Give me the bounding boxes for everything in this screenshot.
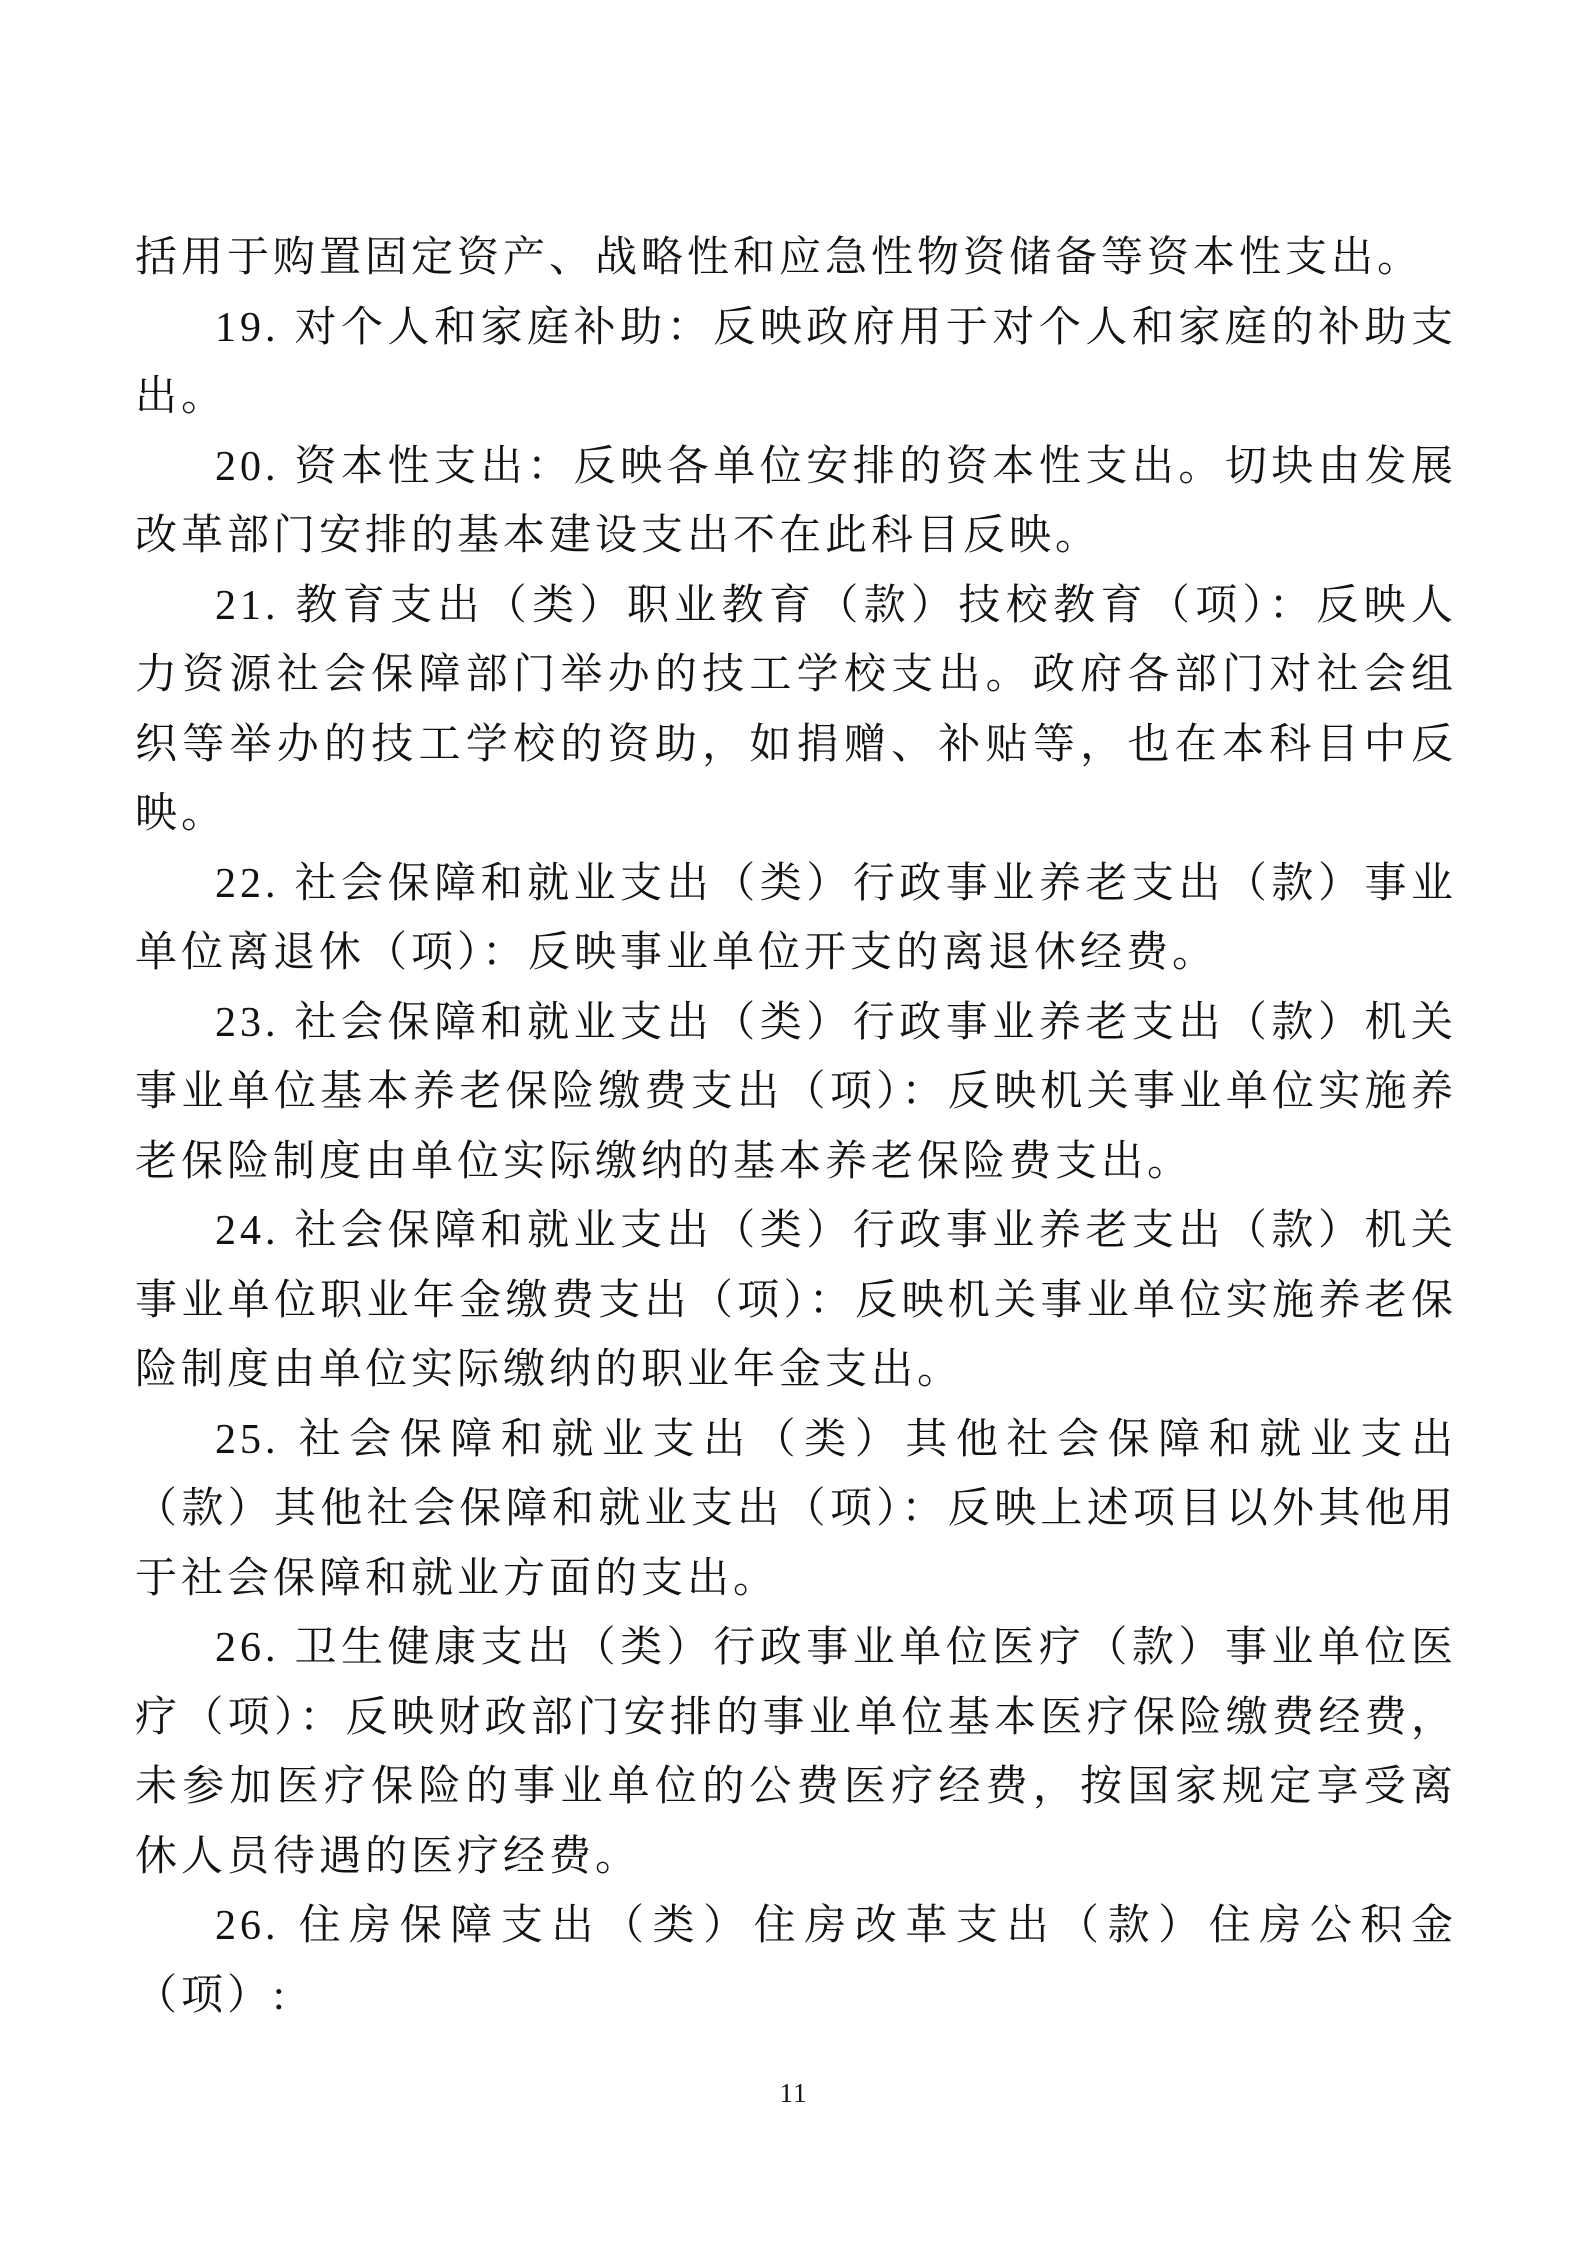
paragraph-item-21: 21. 教育支出（类）职业教育（款）技校教育（项）：反映人力资源社会保障部门举办的技工学校支出。政府各部门对社会组织等举办的技工学校的资助，如捐赠、补贴等，也在本科目中反映。 <box>135 582 1457 837</box>
paragraph-item-26-housing: 26. 住房保障支出（类）住房改革支出（款）住房公积金（项）: <box>135 1903 1457 2019</box>
paragraph-item-25: 25. 社会保障和就业支出（类）其他社会保障和就业支出（款）其他社会保障和就业支出（项）：反映上述项目以外其他用于社会保障和就业方面的支出。 <box>135 1416 1457 1602</box>
paragraph-item-19: 19. 对个人和家庭补助：反映政府用于对个人和家庭的补助支出。 <box>135 304 1457 420</box>
text-block <box>135 224 1457 2031</box>
paragraph-item-22: 22. 社会保障和就业支出（类）行政事业养老支出（款）事业单位离退休（项）：反映事业单位开支的离退休经费。 <box>135 860 1457 976</box>
page-number: 11 <box>779 2078 808 2108</box>
paragraph-item-20: 20. 资本性支出：反映各单位安排的资本性支出。切块由发展改革部门安排的基本建设支出不在此科目反映。 <box>135 443 1457 559</box>
paragraph-item-23: 23. 社会保障和就业支出（类）行政事业养老支出（款）机关事业单位基本养老保险缴费支出（项）：反映机关事业单位实施养老保险制度由单位实际缴纳的基本养老保险费支出。 <box>135 999 1457 1185</box>
paragraph-item-26-health: 26. 卫生健康支出（类）行政事业单位医疗（款）事业单位医疗（项）：反映财政部门安排的事业单位基本医疗保险缴费经费，未参加医疗保险的事业单位的公费医疗经费，按国家规定享受离休人员待遇的医疗经费。 <box>135 1625 1457 1880</box>
paragraph-continuation: 括用于购置固定资产、战略性和应急性物资储备等资本性支出。 <box>135 235 1424 281</box>
paragraph-item-24: 24. 社会保障和就业支出（类）行政事业养老支出（款）机关事业单位职业年金缴费支出（项）：反映机关事业单位实施养老保险制度由单位实际缴纳的职业年金支出。 <box>135 1208 1457 1393</box>
